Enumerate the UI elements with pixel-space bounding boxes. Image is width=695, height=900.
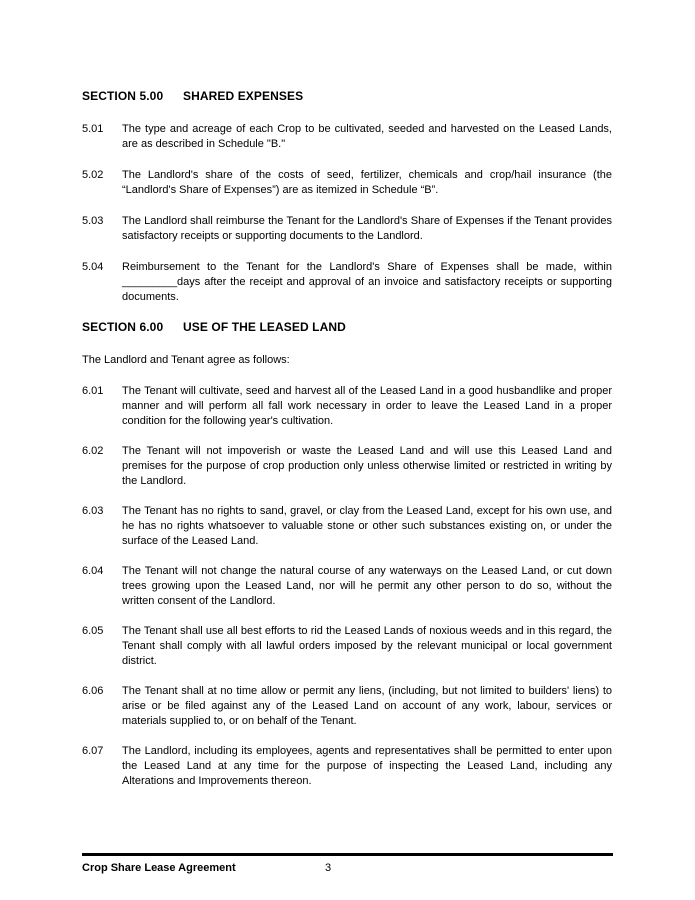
footer-document-title: Crop Share Lease Agreement	[82, 862, 236, 874]
clause-number: 5.03	[82, 215, 104, 227]
clause-6-01	[82, 384, 612, 429]
clause-number: 6.06	[82, 685, 104, 697]
clause-text: The Tenant has no rights to sand, gravel, or clay from the Leased Land, except for his own use, and he has no rights whatsoever to valuable stone or other such substances existing on, or under the surface of the Leased Land.	[122, 505, 612, 547]
clause-text: The Landlord shall reimburse the Tenant for the Landlord's Share of Expenses if the Tenant provides satisfactory receipts or supporting documents to the Landlord.	[122, 215, 612, 242]
clause-text: The Landlord, including its employees, agents and representatives shall be permitted to enter upon the Leased Land at any time for the purpose of inspecting the Leased Land, including any Alterations and Improvements thereon.	[122, 745, 612, 787]
section-6-intro: The Landlord and Tenant agree as follows:	[82, 354, 290, 366]
section-heading-title: SHARED EXPENSES	[183, 89, 304, 103]
page-footer	[82, 853, 613, 875]
clause-text: The Tenant will not change the natural course of any waterways on the Leased Land, or cut down trees growing upon the Leased Land, nor will he permit any other person to do so, without the written consent of the Landlord.	[122, 565, 612, 607]
section-6-heading	[82, 321, 612, 334]
clause-number: 5.01	[82, 123, 104, 135]
clause-6-06	[82, 684, 612, 729]
clause-text: The Tenant will not impoverish or waste the Leased Land and will use this Leased Land and premises for the purpose of crop production only unless otherwise limited or restricted in writing by the Landlord.	[122, 445, 612, 487]
clause-5-03	[82, 214, 612, 244]
clause-5-02	[82, 168, 612, 198]
clause-number: 6.07	[82, 745, 104, 757]
clause-number: 6.05	[82, 625, 104, 637]
clause-5-04	[82, 260, 612, 305]
clause-6-05	[82, 624, 612, 669]
clause-text: The Tenant shall use all best efforts to rid the Leased Lands of noxious weeds and in this regard, the Tenant shall comply with all lawful orders imposed by the relevant municipal or local government district.	[122, 625, 612, 667]
section-6	[82, 321, 612, 789]
clause-text: The type and acreage of each Crop to be cultivated, seeded and harvested on the Leased Lands, are as described in Schedule "B."	[122, 123, 612, 150]
clause-number: 6.03	[82, 505, 104, 517]
footer-page-number: 3	[325, 862, 332, 874]
clause-text: The Tenant will cultivate, seed and harvest all of the Leased Land in a good husbandlike and proper manner and will perform all fall work necessary in order to leave the Leased Land in a proper condition for the following year's cultivation.	[122, 385, 612, 427]
section-heading-number: SECTION 6.00	[82, 320, 164, 334]
clause-number: 6.04	[82, 565, 104, 577]
clause-6-02	[82, 444, 612, 489]
section-5	[82, 90, 612, 305]
clause-number: 6.02	[82, 445, 104, 457]
clause-number: 5.04	[82, 261, 104, 273]
clause-6-04	[82, 564, 612, 609]
clause-number: 6.01	[82, 385, 104, 397]
clause-text: Reimbursement to the Tenant for the Landlord's Share of Expenses shall be made, within _________days after the receipt and approval of an invoice and satisfactory receipts or supporting documents.	[122, 261, 612, 303]
section-heading-title: USE OF THE LEASED LAND	[183, 320, 346, 334]
section-5-heading	[82, 90, 612, 103]
clause-text: The Landlord's share of the costs of seed, fertilizer, chemicals and crop/hail insurance (the “Landlord's Share of Expenses”) are as itemized in Schedule “B”.	[122, 169, 612, 196]
clause-5-01	[82, 122, 612, 152]
clause-text: The Tenant shall at no time allow or permit any liens, (including, but not limited to builders' liens) to arise or be filed against any of the Leased Land on account of any work, labour, services or materials supplied to, or on behalf of the Tenant.	[122, 685, 612, 727]
clause-number: 5.02	[82, 169, 104, 181]
clause-6-03	[82, 504, 612, 549]
clause-6-07	[82, 744, 612, 789]
section-heading-number: SECTION 5.00	[82, 89, 164, 103]
